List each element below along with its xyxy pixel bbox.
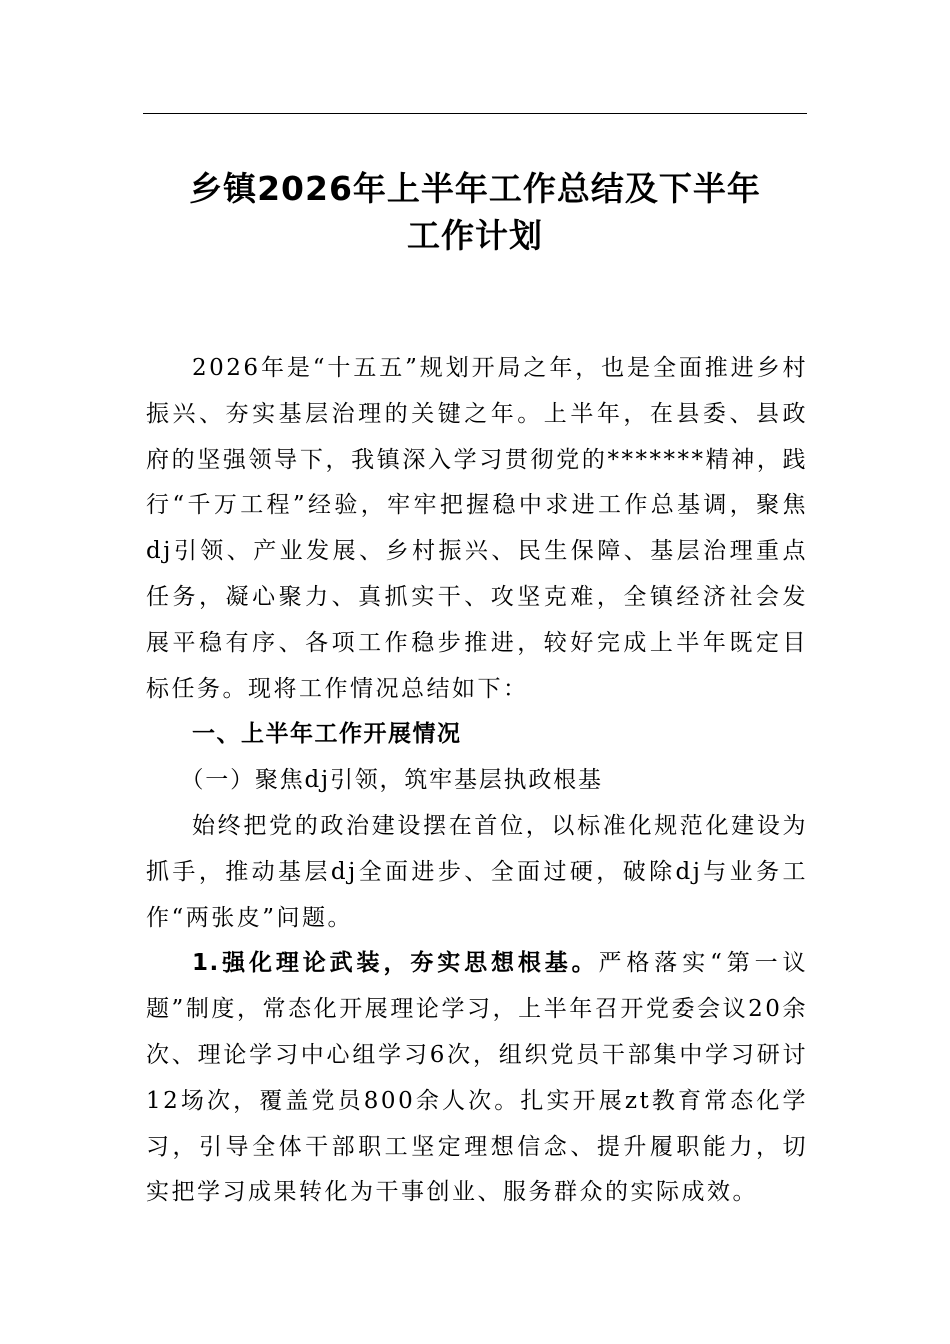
item-lead: 1.强化理论武装，夯实思想根基。 bbox=[192, 950, 599, 977]
item-paragraph bbox=[146, 941, 808, 1216]
intro-paragraph: 2026年是“十五五”规划开局之年，也是全面推进乡村振兴、夯实基层治理的关键之年。上半年，在县委、县政府的坚强领导下，我镇深入学习贯彻党的*******精神，践行“千万工程”经验，牢牢把握稳中求进工作总基调，聚焦dj引领、产业发展、乡村振兴、民生保障、基层治理重点任务，凝心聚力、真抓实干、攻坚克难，全镇经济社会发展平稳有序、各项工作稳步推进，较好完成上半年既定目标任务。现将工作情况总结如下： bbox=[146, 355, 808, 702]
item-body: 严格落实“第一议题”制度，常态化开展理论学习，上半年召开党委会议20余次、理论学习中心组学习6次，组织党员干部集中学习研讨12场次，覆盖党员800余人次。扎实开展zt教育常态化学习，引导全体干部职工坚定理想信念、提升履职能力，切实把学习成果转化为干事创业、服务群众的实际成效。 bbox=[146, 950, 808, 1206]
document-title-line-1: 乡镇2026年上半年工作总结及下半年 bbox=[189, 169, 761, 208]
subsection-heading: （一）聚焦dj引领，筑牢基层执政根基 bbox=[180, 767, 603, 794]
section-heading: 一、上半年工作开展情况 bbox=[192, 721, 462, 748]
document-body bbox=[146, 346, 808, 1216]
subsection-intro-paragraph: 始终把党的政治建设摆在首位，以标准化规范化建设为抓手，推动基层dj全面进步、全面过硬，破除dj与业务工作“两张皮”问题。 bbox=[146, 812, 808, 931]
document-title-line-2: 工作计划 bbox=[407, 216, 543, 255]
header-rule bbox=[143, 113, 807, 114]
